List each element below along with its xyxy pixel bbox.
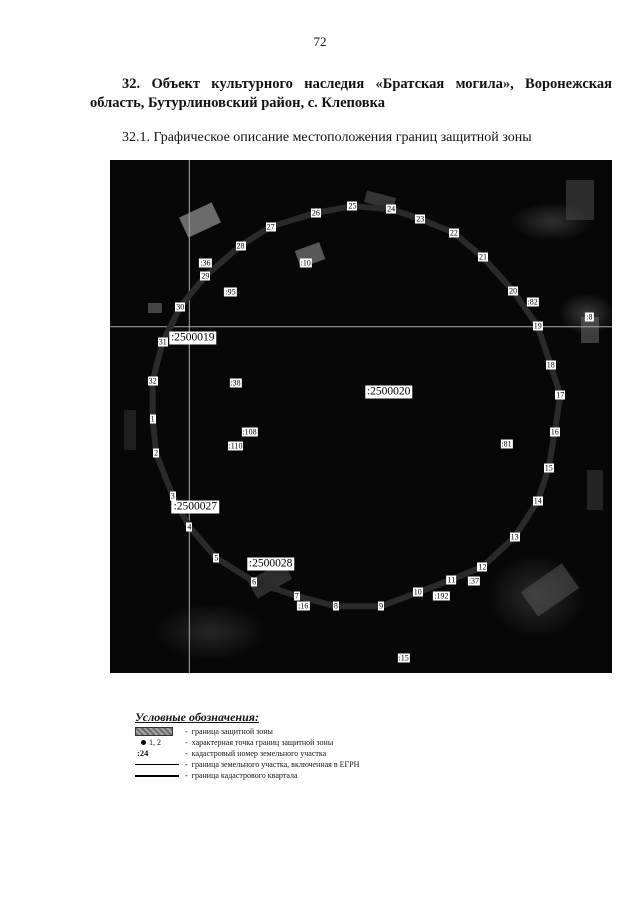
parcel-number-label: :10 (300, 258, 311, 268)
zone-point-label: 21 (478, 252, 487, 262)
cadastral-quarter-label: :2500028 (248, 557, 293, 570)
building-8 (521, 563, 579, 616)
legend-label: характерная точка границ защитной зоны (191, 738, 334, 747)
quarter-line-icon (135, 775, 179, 777)
parcel-number-label: :36 (200, 258, 211, 268)
zone-point-label: 22 (449, 228, 458, 238)
zone-point-label: 23 (416, 214, 425, 224)
zone-point-label: 18 (546, 360, 555, 370)
legend-text (179, 759, 359, 770)
legend-text (179, 737, 333, 748)
zone-point-label: 31 (158, 337, 167, 347)
zone-point-label: 7 (294, 591, 299, 601)
legend-label: граница защитной зоны (191, 727, 273, 736)
satellite-map (110, 160, 612, 673)
zone-point-label: 11 (447, 575, 456, 585)
zone-point-label: 3 (170, 491, 175, 501)
map-legend (135, 712, 435, 781)
legend-label: граница кадастрового квартала (191, 771, 298, 780)
zone-point-label: 14 (533, 496, 542, 506)
zone-point-label: 1 (150, 414, 155, 424)
zone-point-label: 9 (379, 601, 384, 611)
zone-point-label: 10 (413, 587, 422, 597)
legend-dash: - (185, 749, 188, 758)
parcel-number-label: :38 (230, 378, 241, 388)
point-marker-icon (135, 737, 161, 748)
zone-point-label: 20 (509, 286, 518, 296)
zone-point-label: 8 (333, 601, 338, 611)
parcel-line-icon (135, 764, 179, 765)
legend-symbol (135, 727, 179, 736)
building-10 (124, 410, 136, 450)
legend-label: граница земельного участка, включенная в ЕГРН (191, 760, 360, 769)
parcel-number-label: :95 (225, 287, 236, 297)
zone-point-label: 16 (550, 427, 559, 437)
building-1 (179, 202, 221, 237)
legend-row (135, 737, 435, 748)
legend-dash: - (185, 738, 188, 747)
building-5 (566, 180, 594, 220)
legend-label: кадастровый номер земельного участка (191, 749, 327, 758)
zone-point-label: 27 (266, 222, 275, 232)
cadastral-quarter-label: :2500027 (173, 500, 218, 513)
zone-point-label: 2 (154, 448, 159, 458)
legend-text (179, 726, 273, 737)
map-overlay (110, 160, 612, 673)
parcel-number-label: :192 (434, 591, 449, 601)
zone-point-label: 30 (176, 302, 185, 312)
zone-point-label: 24 (387, 204, 396, 214)
section-subheading: 32.1. Графическое описание местоположения границ защитной зоны (122, 130, 532, 145)
zone-point-label: 13 (510, 532, 519, 542)
parcel-number-label: :37 (468, 576, 480, 586)
parcel-code-example: :24 (137, 748, 149, 758)
building-3 (148, 303, 162, 313)
cadastral-quarter-label: :2500019 (171, 331, 215, 344)
legend-dash: - (185, 760, 188, 769)
zone-point-label: 32 (148, 376, 157, 386)
parcel-number-label: :82 (527, 297, 538, 307)
legend-dash: - (185, 727, 188, 736)
legend-text (179, 770, 298, 781)
zone-point-label: 29 (201, 271, 210, 281)
parcel-number-label: :108 (242, 427, 257, 437)
zone-point-label: 6 (252, 577, 257, 587)
zone-point-label: 17 (556, 390, 565, 400)
legend-row (135, 770, 435, 781)
legend-symbol (135, 748, 179, 759)
page-number: 72 (313, 34, 327, 49)
building-9 (587, 470, 603, 510)
cadastral-quarter-label: :2500020 (366, 385, 411, 398)
zone-point-label: 4 (187, 522, 192, 532)
protective-zone-boundary (153, 206, 561, 606)
legend-row (135, 726, 435, 737)
section-heading: 32. Объект культурного наследия «Братская могила», Воронежская область, Бутурлиновский район, с. Клеповка (90, 76, 612, 111)
zone-point-label: 19 (533, 321, 542, 331)
legend-title: Условные обозначения: (135, 710, 259, 724)
zone-swatch-icon (135, 727, 173, 736)
legend-symbol (135, 775, 179, 777)
parcel-number-label: :81 (501, 439, 512, 449)
zone-point-label: 12 (478, 562, 487, 572)
zone-point-label: 15 (544, 463, 553, 473)
parcel-number-label: :110 (228, 441, 243, 451)
legend-symbol (135, 764, 179, 765)
point-example-text: 1, 2 (149, 738, 161, 747)
zone-point-label: 25 (348, 201, 357, 211)
zone-point-label: 5 (214, 553, 219, 563)
parcel-number-label: :16 (298, 601, 309, 611)
legend-dash: - (185, 771, 188, 780)
legend-text (179, 748, 326, 759)
legend-row (135, 759, 435, 770)
parcel-number-label: :15 (398, 653, 409, 663)
legend-row (135, 748, 435, 759)
parcel-number-label: :8 (586, 312, 593, 322)
zone-point-label: 26 (311, 208, 320, 218)
legend-symbol (135, 737, 179, 748)
zone-point-label: 28 (236, 241, 245, 251)
